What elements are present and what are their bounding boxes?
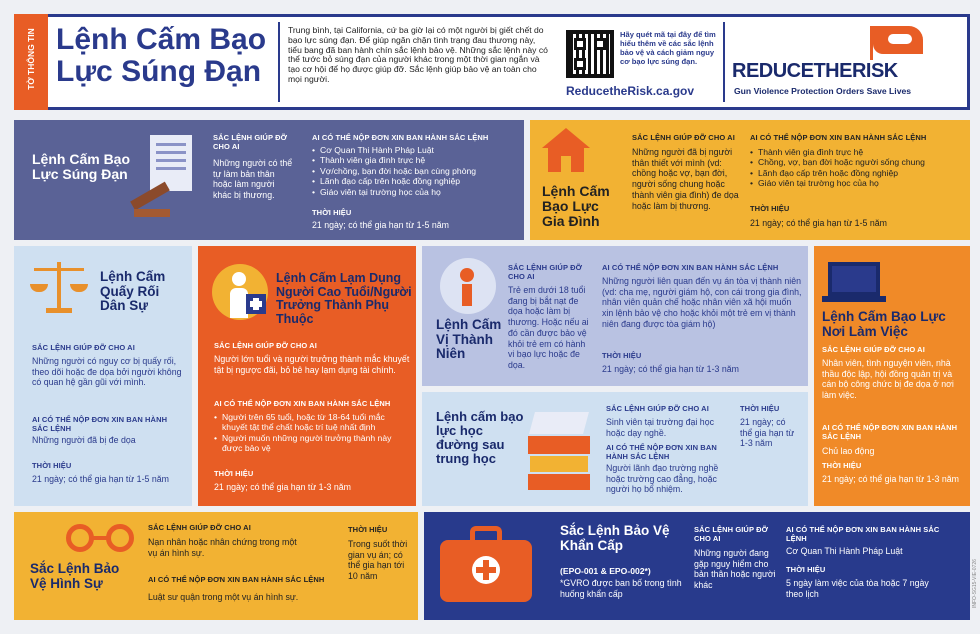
work-who-text: Chủ lao động bbox=[822, 446, 875, 456]
gavel-document-icon bbox=[130, 135, 200, 220]
youth-duration: 21 ngày; có thể gia hạn từ 1-3 năm bbox=[602, 364, 739, 374]
list-item: • Cơ Quan Thi Hành Pháp Luật bbox=[312, 145, 517, 155]
brand-subtitle: Gun Violence Protection Orders Save Lives bbox=[734, 86, 912, 96]
house-icon bbox=[542, 128, 590, 172]
side-tab bbox=[14, 14, 48, 110]
dv-help-text: Những người đã bị người thân thiết với mình (vd: chồng hoặc vợ, bạn đời, người sống chung hoặc thành viên gia đình) đe dọa hoặc làm bị thương. bbox=[632, 147, 739, 211]
work-help-label: SẮC LỆNH GIÚP ĐỠ CHO AI bbox=[822, 345, 925, 354]
dv-duration-label: THỜI HIỆU bbox=[750, 204, 790, 213]
scales-icon bbox=[30, 260, 88, 316]
emergency-help-text: Những người đang gặp nguy hiểm cho bản thân hoặc người khác bbox=[694, 548, 776, 591]
elder-help-text: Người lớn tuổi và người trưởng thành mắc khuyết tật bị ngược đãi, bỏ bê hay lạm dụng tài chính. bbox=[214, 354, 410, 375]
dv-who-list bbox=[750, 147, 965, 189]
gvro-duration: 21 ngày; có thể gia hạn từ 1-5 năm bbox=[312, 220, 449, 230]
youth-duration-label: THỜI HIỆU bbox=[602, 351, 642, 360]
criminal-help-label: SẮC LỆNH GIÚP ĐỠ CHO AI bbox=[148, 523, 251, 532]
elder-duration-label: THỜI HIỆU bbox=[214, 469, 254, 478]
emergency-title: Sắc Lệnh Bảo Vệ Khẩn Cấp bbox=[560, 523, 670, 553]
first-aid-kit-icon bbox=[440, 526, 532, 602]
elder-who-list bbox=[214, 412, 410, 454]
list-item: • Chồng, vợ, bạn đời hoặc người sống chung bbox=[750, 157, 965, 167]
school-help-text: Sinh viên tại trường đại học hoặc dạy nghề. bbox=[606, 417, 714, 438]
school-help-label: SẮC LỆNH GIÚP ĐỠ CHO AI bbox=[606, 404, 709, 413]
dv-help-label: SẮC LỆNH GIÚP ĐỠ CHO AI bbox=[632, 133, 735, 142]
emergency-duration: 5 ngày làm việc của tòa hoặc 7 ngày theo lịch bbox=[786, 578, 929, 599]
dv-title: Lệnh Cấm Bạo Lực Gia Đình bbox=[542, 183, 610, 230]
youth-help-label: SẮC LỆNH GIÚP ĐỠ CHO AI bbox=[508, 263, 583, 281]
bear-flag-icon bbox=[870, 22, 926, 60]
books-icon bbox=[528, 412, 590, 492]
header-divider bbox=[723, 22, 725, 102]
civil-help-label: SẮC LỆNH GIÚP ĐỠ CHO AI bbox=[32, 343, 135, 352]
list-item: • Người muốn những người trưởng thành này được bảo vệ bbox=[214, 433, 410, 454]
gvro-who-list bbox=[312, 145, 517, 197]
youth-who-label: AI CÓ THỂ NỘP ĐƠN XIN BAN HÀNH SẮC LỆNH bbox=[602, 263, 779, 272]
laptop-icon bbox=[822, 262, 886, 306]
work-title: Lệnh Cấm Bạo Lực Nơi Làm Việc bbox=[822, 309, 946, 339]
school-who-label: AI CÓ THỂ NỘP ĐƠN XIN BAN HÀNH SẮC LỆNH bbox=[606, 443, 717, 461]
criminal-title: Sắc Lệnh Bảo Vệ Hình Sự bbox=[30, 561, 120, 591]
brand-logo: REDUCETHERISK bbox=[732, 60, 898, 82]
youth-title: Lệnh Cấm Vị Thành Niên bbox=[436, 317, 502, 362]
elder-who-label: AI CÓ THỂ NỘP ĐƠN XIN BAN HÀNH SẮC LỆNH bbox=[214, 399, 391, 408]
title-divider bbox=[278, 22, 280, 102]
elder-person-icon bbox=[208, 264, 272, 324]
emergency-who-text: Cơ Quan Thi Hành Pháp Luật bbox=[786, 546, 903, 556]
emergency-who-label: AI CÓ THỂ NỘP ĐƠN XIN BAN HÀNH SẮC LỆNH bbox=[786, 525, 940, 543]
criminal-who-label: AI CÓ THỂ NỘP ĐƠN XIN BAN HÀNH SẮC LỆNH bbox=[148, 575, 325, 584]
youth-who-text: Những người liên quan đến vụ án tòa vị thành niên (vd: cha mẹ, người giám hộ, con cái trong gia đình, nhân viên quản chế hoặc nhân viên xã hội muốn xin lệnh bảo vệ cho hoặc khỏi một trẻ em vị thành niên đang được tòa giám hộ) bbox=[602, 276, 802, 329]
criminal-duration: Trong suốt thời gian vụ án; có thể gia hạn tới 10 năm bbox=[348, 539, 408, 582]
list-item: • Thành viên gia đình trực hệ bbox=[750, 147, 965, 157]
youth-help-text: Trẻ em dưới 18 tuổi đang bị bắt nạt đe dọa hoặc làm bị thương. Hoặc nếu ai đó cần được bảo vệ khỏi trẻ em có hành vi bạo lực hoặc đe dọa. bbox=[508, 285, 589, 371]
work-help-text: Nhân viên, tình nguyện viên, nhà thầu độc lập, hội đồng quản trị và cán bộ công chức bị đe dọa ở nơi làm việc. bbox=[822, 358, 954, 401]
criminal-who-text: Luật sư quận trong một vụ án hình sự. bbox=[148, 592, 299, 602]
civil-who-text: Những người đã bị đe dọa bbox=[32, 435, 136, 445]
civil-help-text: Những người có nguy cơ bị quấy rối, theo dõi hoặc đe dọa bởi người không có quan hệ gần gũi với mình. bbox=[32, 356, 182, 388]
handcuffs-icon bbox=[66, 516, 136, 560]
list-item: • Thành viên gia đình trực hệ bbox=[312, 155, 517, 165]
school-who-text: Người lãnh đạo trường nghề hoặc trường cao đẳng, hoặc người họ bổ nhiệm. bbox=[606, 463, 719, 495]
intro-text: Trung bình, tại California, cứ ba giờ lại có một người bị giết chết do bạo lực súng đạn. Để giúp ngăn chặn tình trạng đau thương này, tiểu bang đã ban hành chín sắc lệnh bảo vệ. Những sắc lệnh này có thể tước bỏ súng đạn của người khác trong một thời gian ngắn và tạo cơ hội để họ được giúp đỡ. Sắc lệnh giúp bảo vệ an toàn cho mọi người. bbox=[288, 25, 548, 84]
emergency-codes: (EPO-001 & EPO-002*) bbox=[560, 566, 651, 576]
list-item: • Lãnh đạo cấp trên hoặc đồng nghiệp bbox=[312, 176, 517, 186]
gvro-duration-label: THỜI HIỆU bbox=[312, 208, 352, 217]
school-title: Lệnh cấm bạo lực học đường sau trung học bbox=[436, 409, 524, 467]
criminal-duration-label: THỜI HIỆU bbox=[348, 525, 388, 534]
list-item: • Giáo viên tại trường học của họ bbox=[312, 187, 517, 197]
civil-title: Lệnh Cấm Quấy Rối Dân Sự bbox=[100, 269, 166, 314]
elder-help-label: SẮC LỆNH GIÚP ĐỠ CHO AI bbox=[214, 341, 317, 350]
work-duration: 21 ngày; có thể gia hạn từ 1-3 năm bbox=[822, 474, 959, 484]
emergency-duration-label: THỜI HIỆU bbox=[786, 565, 826, 574]
child-icon bbox=[440, 258, 496, 314]
emergency-note: *GVRO được ban bố trong tình huống khẩn cấp bbox=[560, 578, 682, 599]
gvro-title: Lệnh Cấm Bạo Lực Súng Đạn bbox=[32, 151, 131, 183]
dv-duration: 21 ngày; có thể gia hạn từ 1-5 năm bbox=[750, 218, 887, 228]
qr-code-icon bbox=[566, 30, 614, 78]
dv-who-label: AI CÓ THỂ NỘP ĐƠN XIN BAN HÀNH SẮC LỆNH bbox=[750, 133, 927, 142]
emergency-help-label: SẮC LỆNH GIÚP ĐỠ CHO AI bbox=[694, 525, 769, 543]
work-who-label: AI CÓ THỂ NỘP ĐƠN XIN BAN HÀNH SẮC LỆNH bbox=[822, 423, 958, 441]
elder-duration: 21 ngày; có thể gia hạn từ 1-3 năm bbox=[214, 482, 351, 492]
document-code: INFO-SG15-VIE-0726 bbox=[972, 559, 978, 608]
work-duration-label: THỜI HIỆU bbox=[822, 461, 862, 470]
gvro-who-label: AI CÓ THỂ NỘP ĐƠN XIN BAN HÀNH SẮC LỆNH bbox=[312, 133, 489, 142]
civil-duration-label: THỜI HIỆU bbox=[32, 461, 72, 470]
criminal-help-text: Nạn nhân hoặc nhân chứng trong một vụ án hình sự. bbox=[148, 537, 297, 558]
website-link[interactable]: ReducetheRisk.ca.gov bbox=[566, 84, 695, 98]
list-item: • Lãnh đạo cấp trên hoặc đồng nghiệp bbox=[750, 168, 965, 178]
elder-title: Lệnh Cấm Lạm Dụng Người Cao Tuổi/Người Trưởng Thành Phụ Thuộc bbox=[276, 271, 412, 326]
page-title: Lệnh Cấm Bạo Lực Súng Đạn bbox=[56, 23, 267, 88]
side-tab-label: TỜ THÔNG TIN bbox=[26, 28, 36, 90]
school-duration-label: THỜI HIỆU bbox=[740, 404, 780, 413]
civil-who-label: AI CÓ THỂ NỘP ĐƠN XIN BAN HÀNH SẮC LỆNH bbox=[32, 415, 168, 433]
gvro-help-text: Những người có thể tự làm bản thân hoặc làm người khác bị thương. bbox=[213, 158, 293, 201]
gvro-help-label: SẮC LỆNH GIÚP ĐỠ CHO AI bbox=[213, 133, 288, 151]
qr-text: Hãy quét mã tại đây để tìm hiểu thêm về các sắc lệnh bảo vệ và cách giảm nguy cơ bạo lực súng đạn. bbox=[620, 30, 716, 66]
civil-duration: 21 ngày; có thể gia hạn từ 1-5 năm bbox=[32, 474, 169, 484]
list-item: • Người trên 65 tuổi, hoặc từ 18-64 tuổi mắc khuyết tật thể chất hoặc trí tuệ nhất định bbox=[214, 412, 410, 433]
list-item: • Giáo viên tại trường học của họ bbox=[750, 178, 965, 188]
school-duration: 21 ngày; có thể gia hạn từ 1-3 năm bbox=[740, 417, 795, 449]
list-item: • Vợ/chồng, bạn đời hoặc bạn cùng phòng bbox=[312, 166, 517, 176]
